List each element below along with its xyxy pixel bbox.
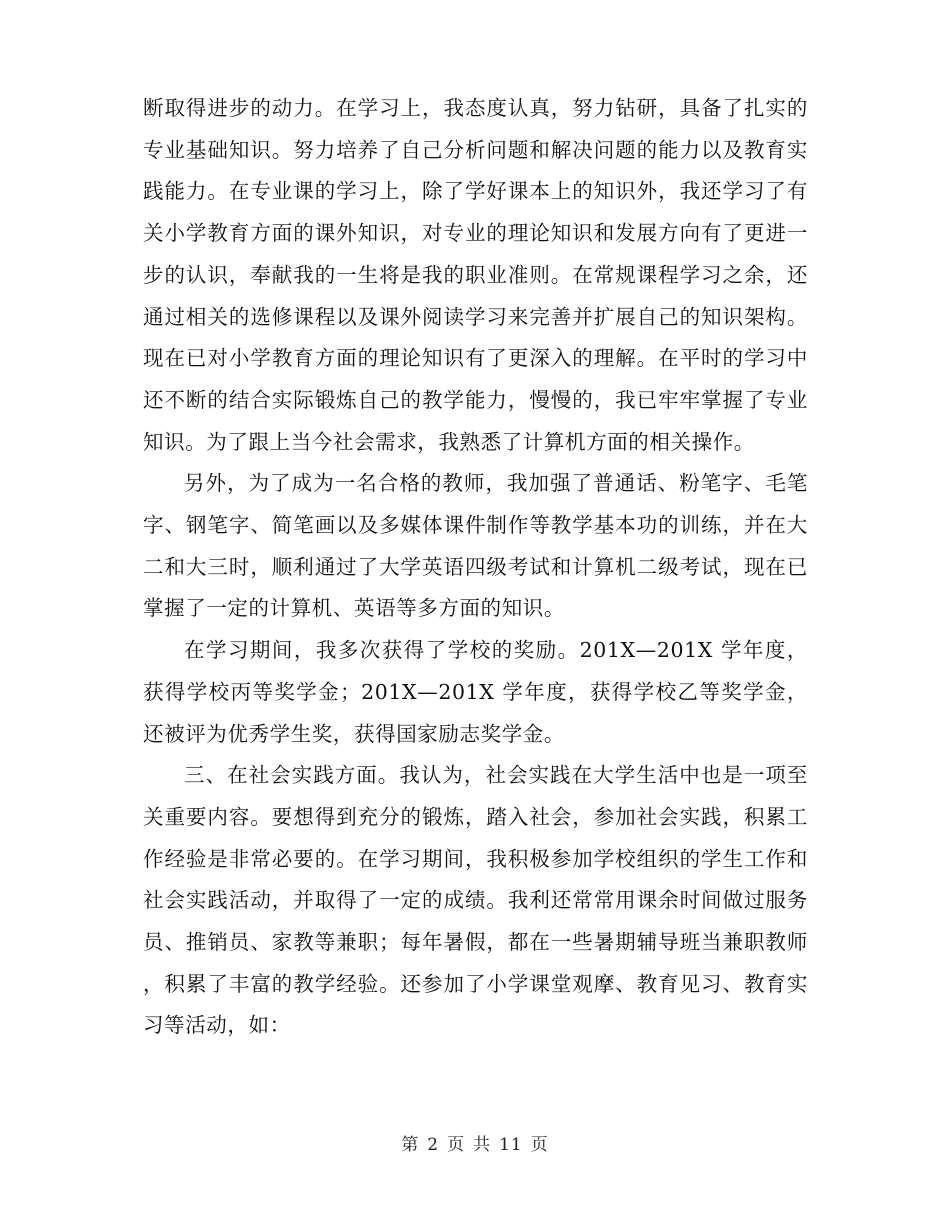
footer-prefix: 第 xyxy=(401,1135,420,1155)
footer-total-pages: 11 xyxy=(499,1135,523,1155)
footer-page-word: 页 xyxy=(447,1135,466,1155)
footer-total-word: 共 xyxy=(473,1135,492,1155)
footer-page-number: 2 xyxy=(427,1135,440,1155)
paragraph-4: 三、在社会实践方面。我认为，社会实践在大学生活中也是一项至关重要内容。要想得到充分的锻炼，踏入社会，参加社会实践，积累工作经验是非常必要的。在学习期间，我积极参加学校组织的学生工作和社会实践活动，并取得了一定的成绩。我利还常常用课余时间做过服务员、推销员、家教等兼职；每年暑假，都在一些暑期辅导班当兼职教师 ，积累了丰富的教学经验。还参加了小学课堂观摩、教育见习、教育实习等活动，如： xyxy=(143,763,808,1038)
paragraph-3: 在学习期间，我多次获得了学校的奖励。201X—201X 学年度，获得学校丙等奖学金；201X—201X 学年度，获得学校乙等奖学金，还被评为优秀学生奖，获得国家励志奖学金。 xyxy=(143,638,808,746)
footer-suffix: 页 xyxy=(530,1135,549,1155)
paragraph-1: 断取得进步的动力。在学习上，我态度认真，努力钻研，具备了扎实的专业基础知识。努力培养了自己分析问题和解决问题的能力以及教育实践能力。在专业课的学习上，除了学好课本上的知识外，我还学习了有关小学教育方面的课外知识，对专业的理论知识和发展方向有了更进一步的认识，奉献我的一生将是我的职业准则。在常规课程学习之余，还通过相关的选修课程以及课外阅读学习来完善并扩展自己的知识架构。现在已对小学教育方面的理论知识有了更深入的理解。在平时的学习中还不断的结合实际锻炼自己的教学能力，慢慢的，我已牢牢掌握了专业知识。为了跟上当今社会需求，我熟悉了计算机方面的相关操作。 xyxy=(143,96,808,454)
paragraph-2: 另外，为了成为一名合格的教师，我加强了普通话、粉笔字、毛笔字、钢笔字、简笔画以及多媒体课件制作等教学基本功的训练，并在大二和大三时，顺利通过了大学英语四级考试和计算机二级考试，现在已掌握了一定的计算机、英语等多方面的知识。 xyxy=(143,471,808,621)
page-footer xyxy=(0,1130,950,1155)
document-body xyxy=(143,88,808,1047)
